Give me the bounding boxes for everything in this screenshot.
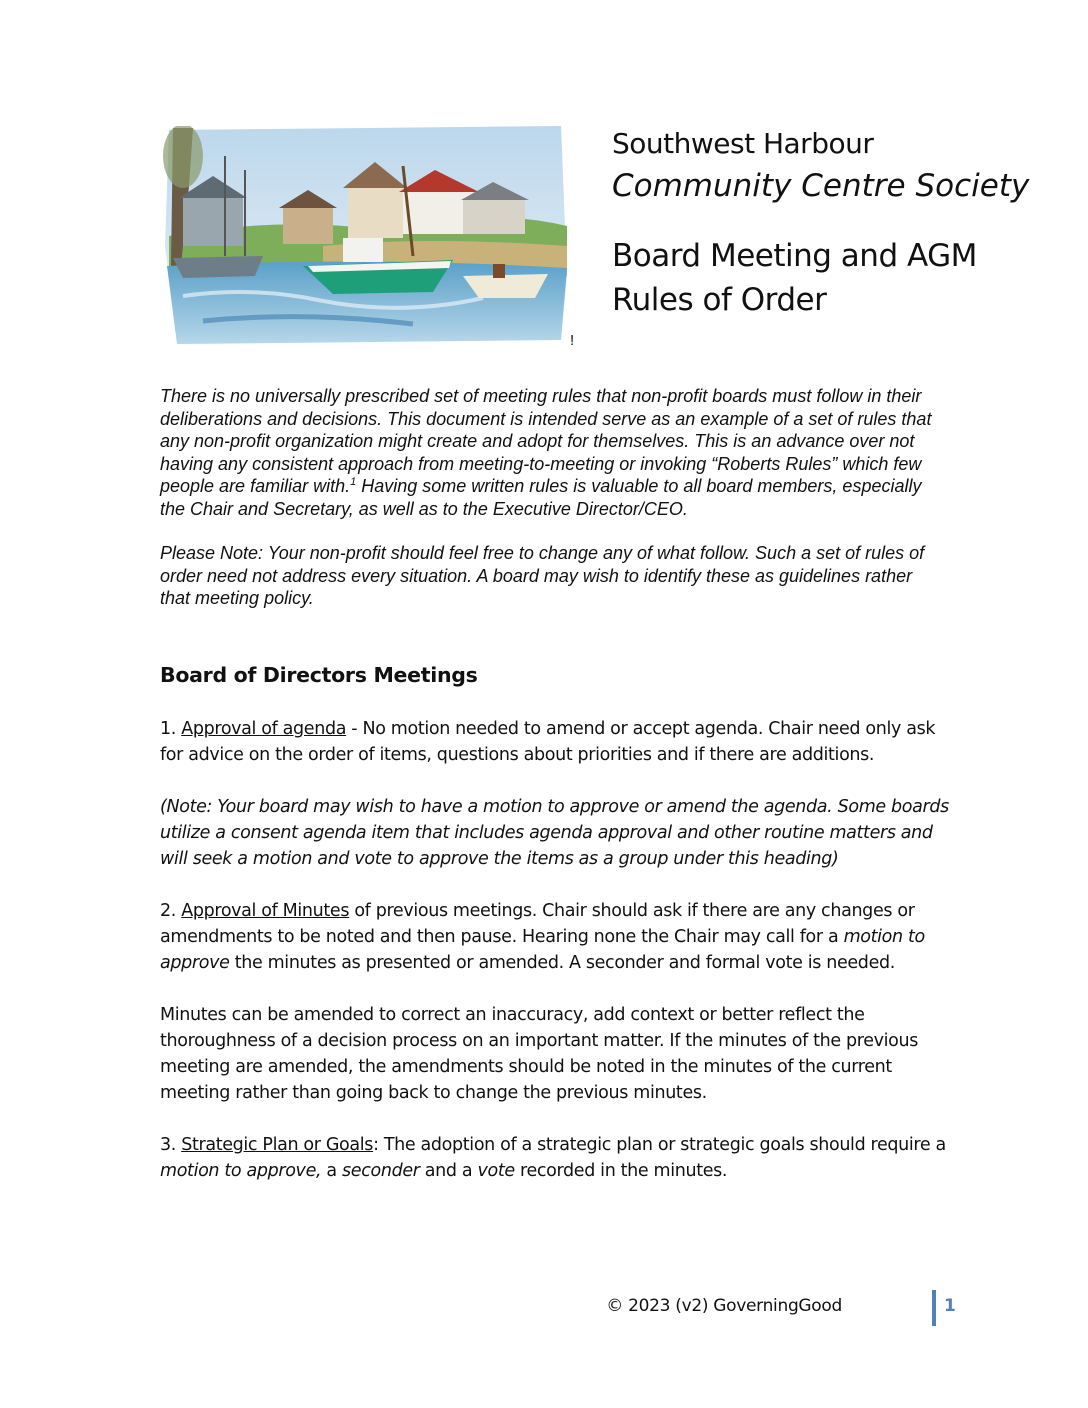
rule-text: : The adoption of a strategic plan or strategic goals should require a [373, 1135, 946, 1155]
rule-item-3 [160, 1132, 960, 1184]
rule-number: 2. [160, 901, 182, 921]
copyright-text: © 2023 (v2) GoverningGood [606, 1296, 842, 1316]
minutes-paragraph: Minutes can be amended to correct an inaccuracy, add context or better reflect the thoroughness of a decision process on an important matter. If the minutes of the previous meeting are amended, the amendments should be noted in the minutes of the current meeting rather than going back to change the previous minutes. [160, 1005, 919, 1103]
rule-item-1 [160, 716, 960, 768]
intro-text-continued: Having some written rules is valuable to all board members, especially the Chair and Secretary, as well as to the Executive Director/CEO. [160, 476, 922, 519]
rule-text: - No motion needed to amend or accept agenda. Chair need only ask for advice on the order of items, questions about priorities and if there are additions. [160, 719, 936, 765]
stray-mark: ! [570, 332, 575, 349]
main-content [160, 660, 960, 1210]
harbour-village-clipart [163, 126, 568, 344]
rule-number: 1. [160, 719, 182, 739]
section-heading: Board of Directors Meetings [160, 663, 478, 687]
note-text: (Note: Your board may wish to have a motion to approve or amend the agenda. Some boards utilize a consent agenda item that includes agenda approval and other routine matters and will seek a motion and vote to approve the items as a group under this heading) [160, 797, 949, 869]
rule-title: Strategic Plan or Goals [181, 1135, 374, 1155]
rule-text: a [321, 1161, 343, 1181]
footer-divider [932, 1290, 936, 1326]
rule-text-continued: the minutes as presented or amended. A seconder and formal vote is needed. [229, 953, 895, 973]
rule-number: 3. [160, 1135, 182, 1155]
rule-text: of previous meetings. Chair should ask if there are any changes or amendments to be noted and then pause. Hearing none the Chair may call for a [160, 901, 915, 947]
rule-emphasis: motion to approve, [160, 1161, 322, 1181]
rule-item-2 [160, 898, 960, 976]
rule-emphasis: motion to approve [160, 927, 925, 973]
rule-text: and a [419, 1161, 478, 1181]
document-title-line1: Board Meeting and AGM [612, 238, 977, 274]
title-block [612, 124, 1072, 322]
rule-text: recorded in the minutes. [514, 1161, 728, 1181]
intro-section [160, 385, 940, 632]
document-title-line2: Rules of Order [612, 282, 827, 318]
page-footer [606, 1290, 980, 1326]
intro-text: There is no universally prescribed set of meeting rules that non-profit boards must follow in their deliberations and decisions. This document is intended serve as an example of a set of rules that any non-profit organization might create and adopt for themselves. This is an advance over not having any consistent approach from meeting-to-meeting or invoking “Roberts Rules” which few people are familiar with. [160, 386, 932, 496]
footnote-marker[interactable]: 1 [350, 476, 357, 488]
org-name-italic: Community Centre Society [612, 168, 1030, 204]
page-number: 1 [944, 1296, 956, 1316]
rule-emphasis: seconder [342, 1161, 420, 1181]
rule-emphasis: vote [477, 1161, 515, 1181]
rule-title: Approval of Minutes [181, 901, 350, 921]
org-name: Southwest Harbour [612, 127, 874, 160]
intro-paragraph [160, 385, 940, 520]
please-note-paragraph: Please Note: Your non-profit should feel free to change any of what follow. Such a set of rules of order need not address every situation. A board may wish to identify these as guidelines rather that meeting policy. [160, 543, 925, 608]
rule-title: Approval of agenda [181, 719, 347, 739]
agenda-note [160, 794, 960, 872]
